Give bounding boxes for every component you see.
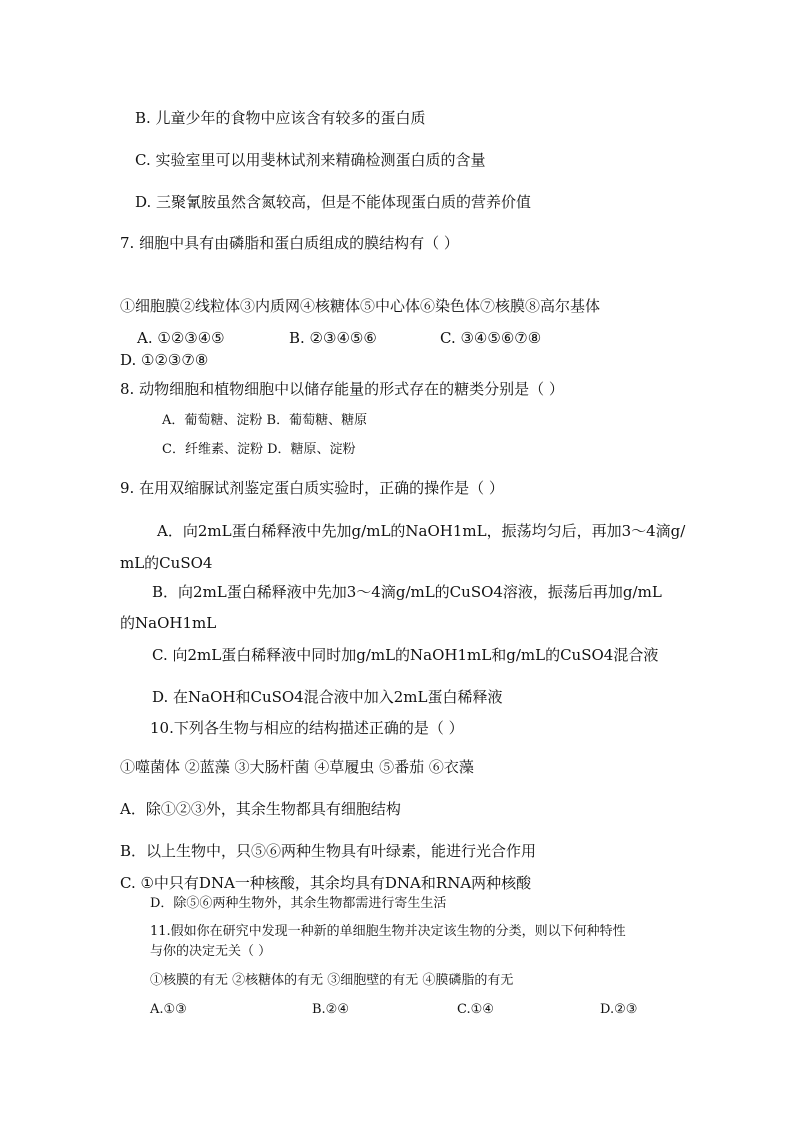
q10-option-c: C. ①中只有DNA一种核酸，其余均具有DNA和RNA两种核酸 — [120, 874, 532, 892]
q6-option-c: C. 实验室里可以用斐林试剂来精确检测蛋白质的含量 — [135, 151, 486, 169]
q11-option-a: A.①③ — [150, 1002, 187, 1017]
q10-items: ①噬菌体 ②蓝藻 ③大肠杆菌 ④草履虫 ⑤番茄 ⑥衣藻 — [120, 758, 474, 776]
q9-option-b-line2: 的NaOH1mL — [120, 614, 217, 632]
q7-option-c: C. ③④⑤⑥⑦⑧ — [440, 329, 542, 347]
q7-option-a: A. ①②③④⑤ — [137, 329, 225, 347]
q10-option-b: B．以上生物中，只⑤⑥两种生物具有叶绿素，能进行光合作用 — [120, 842, 537, 860]
q11-option-b: B.②④ — [312, 1002, 349, 1017]
q6-option-d: D. 三聚氰胺虽然含氮较高，但是不能体现蛋白质的营养价值 — [135, 193, 532, 211]
q9-option-b-line1: B．向2mL蛋白稀释液中先加3～4滴g/mL的CuSO4溶液，振荡后再加g/mL — [152, 583, 662, 601]
q9-option-c: C. 向2mL蛋白稀释液中同时加g/mL的NaOH1mL和g/mL的CuSO4混合液 — [152, 646, 659, 664]
q10-option-d: D．除⑤⑥两种生物外，其余生物都需进行寄生生活 — [150, 896, 447, 911]
q10-stem: 10.下列各生物与相应的结构描述正确的是（ ） — [150, 719, 464, 737]
q11-stem-line2: 与你的决定无关（ ） — [150, 944, 272, 959]
q11-stem-line1: 11.假如你在研究中发现一种新的单细胞生物并决定该生物的分类，则以下何种特性 — [150, 924, 626, 939]
q7-option-b: B. ②③④⑤⑥ — [289, 329, 377, 347]
q11-option-d: D.②③ — [600, 1002, 638, 1017]
q7-stem: 7. 细胞中具有由磷脂和蛋白质组成的膜结构有（ ） — [120, 234, 459, 252]
q11-option-c: C.①④ — [457, 1002, 494, 1017]
q11-items: ①核膜的有无 ②核糖体的有无 ③细胞壁的有无 ④膜磷脂的有无 — [150, 973, 514, 988]
q6-option-b: B. 儿童少年的食物中应该含有较多的蛋白质 — [135, 109, 426, 127]
q8-options-ab: A．葡萄糖、淀粉 B．葡萄糖、糖原 — [162, 413, 368, 428]
q9-stem: 9. 在用双缩脲试剂鉴定蛋白质实验时，正确的操作是（ ） — [120, 479, 504, 497]
q7-items: ①细胞膜②线粒体③内质网④核糖体⑤中心体⑥染色体⑦核膜⑧高尔基体 — [120, 297, 601, 315]
q7-option-d: D. ①②③⑦⑧ — [120, 351, 209, 369]
q9-option-a-line1: A．向2mL蛋白稀释液中先加g/mL的NaOH1mL，振荡均匀后，再加3～4滴g/ — [157, 522, 686, 540]
q9-option-d: D. 在NaOH和CuSO4混合液中加入2mL蛋白稀释液 — [152, 688, 503, 706]
q10-option-a: A．除①②③外，其余生物都具有细胞结构 — [120, 800, 401, 818]
q9-option-a-line2: mL的CuSO4 — [120, 554, 213, 572]
q8-options-cd: C．纤维素、淀粉 D．糖原、淀粉 — [162, 442, 356, 457]
q8-stem: 8. 动物细胞和植物细胞中以储存能量的形式存在的糖类分别是（ ） — [120, 380, 564, 398]
